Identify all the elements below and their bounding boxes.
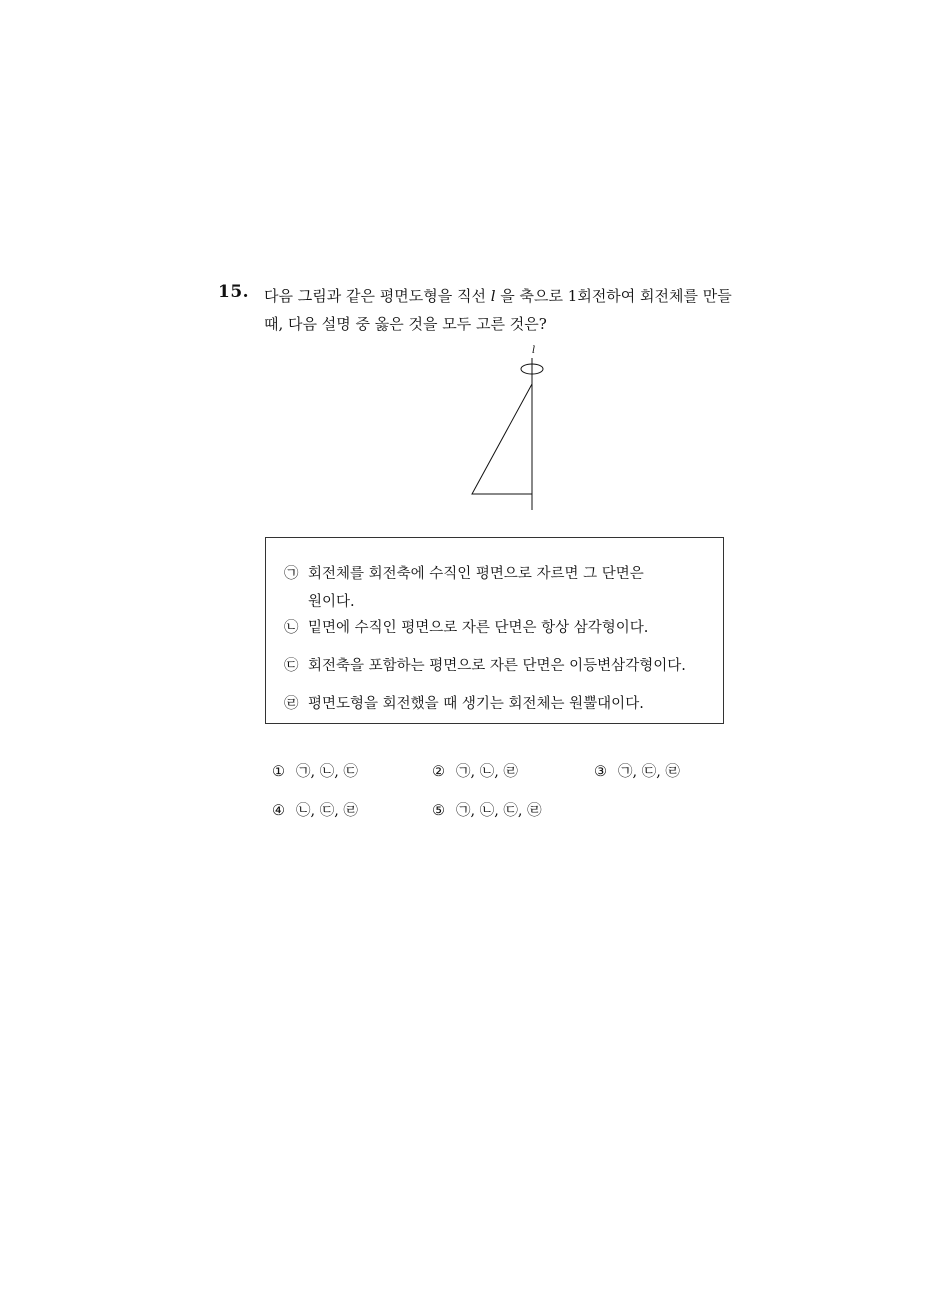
choice-text: ㉠, ㉡, ㉢ [296, 764, 358, 780]
statement-mark: ㉡ [284, 620, 299, 636]
choice-2[interactable] [432, 760, 518, 781]
choice-number: ⑤ [432, 803, 445, 819]
question-line-2: 때, 다음 설명 중 옳은 것을 모두 고른 것은? [264, 315, 547, 333]
choice-text: ㉡, ㉢, ㉣ [296, 803, 358, 819]
triangle-shape [472, 384, 532, 494]
choice-5[interactable] [432, 799, 542, 820]
question-line-1-b: 을 축으로 1회전하여 회전체를 만들 [495, 287, 732, 305]
statement-1 [284, 560, 644, 616]
choice-4[interactable] [272, 799, 358, 820]
choice-3[interactable] [594, 760, 680, 781]
statement-mark: ㉣ [284, 696, 299, 712]
question-number: 15. [218, 282, 250, 302]
choice-number: ② [432, 764, 445, 780]
statement-text: 회전체를 회전축에 수직인 평면으로 자르면 그 단면은 [308, 566, 644, 582]
axis-label: l [532, 345, 536, 356]
choice-number: ③ [594, 764, 607, 780]
question-line-1-a: 다음 그림과 같은 평면도형을 직선 [264, 287, 491, 305]
choice-1[interactable] [272, 760, 358, 781]
statement-3 [284, 652, 686, 680]
choice-text: ㉠, ㉡, ㉢, ㉣ [456, 803, 542, 819]
statement-2 [284, 614, 648, 642]
question-line-1 [264, 282, 764, 310]
question-text [264, 282, 764, 338]
rotation-figure [460, 340, 560, 520]
statement-text: 밑면에 수직인 평면으로 자른 단면은 항상 삼각형이다. [308, 620, 649, 636]
statement-text-continued: 원이다. [308, 594, 355, 610]
statement-4 [284, 690, 644, 718]
choice-text: ㉠, ㉢, ㉣ [618, 764, 680, 780]
choice-number: ① [272, 764, 285, 780]
choice-number: ④ [272, 803, 285, 819]
statement-text: 회전축을 포함하는 평면으로 자른 단면은 이등변삼각형이다. [308, 658, 686, 674]
choice-text: ㉠, ㉡, ㉣ [456, 764, 518, 780]
statement-mark: ㉠ [284, 566, 299, 582]
statement-text: 평면도형을 회전했을 때 생기는 회전체는 원뿔대이다. [308, 696, 644, 712]
axis-variable: l [490, 287, 496, 305]
statements-box [265, 537, 724, 724]
statement-mark: ㉢ [284, 658, 299, 674]
